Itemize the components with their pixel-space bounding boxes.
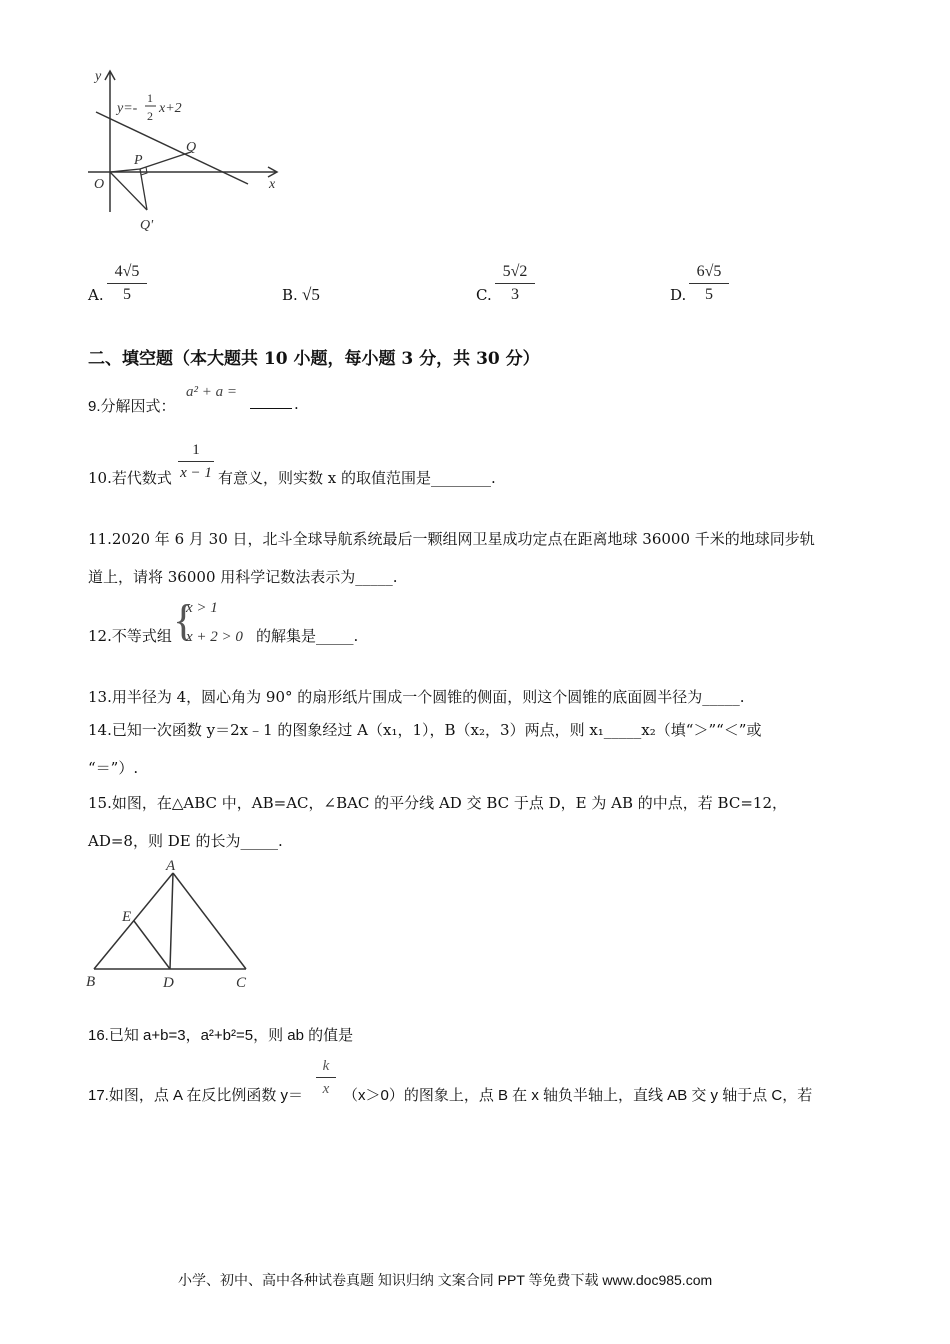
option-b-letter: B. xyxy=(282,286,298,304)
q12-suffix: 的解集是_____. xyxy=(256,627,359,645)
equation-tail: x+2 xyxy=(159,101,182,116)
option-a-denominator: 5 xyxy=(123,286,131,303)
coordinate-figure xyxy=(80,62,300,242)
option-a-numerator: 4√5 xyxy=(114,263,140,280)
q14-line2: “＝”）. xyxy=(88,759,139,777)
q15-line2: AD=8，则 DE 的长为_____. xyxy=(88,832,283,850)
option-c-numerator: 5√2 xyxy=(502,263,528,280)
q17-numerator: k xyxy=(322,1058,330,1074)
point-p-label: P xyxy=(134,153,143,168)
option-d-denominator: 5 xyxy=(705,286,713,303)
q15-line1: 15.如图，在△ABC 中，AB=AC，∠BAC 的平分线 AD 交 BC 于点 D，E 为 AB 的中点，若 BC=12， xyxy=(88,794,787,812)
q9-answer-blank[interactable] xyxy=(250,390,292,409)
point-q-label: Q xyxy=(186,140,197,155)
segment-de xyxy=(134,921,170,969)
option-a-fraction xyxy=(107,262,147,305)
option-d-numerator: 6√5 xyxy=(696,263,722,280)
triangle-figure xyxy=(80,855,270,995)
option-d-letter: D. xyxy=(670,286,687,304)
section-heading: 二、填空题（本大题共 10 小题，每小题 3 分，共 30 分） xyxy=(88,349,540,369)
equation-numerator: 1 xyxy=(147,91,153,105)
option-c-fraction xyxy=(495,262,535,305)
side-ab xyxy=(94,873,173,969)
q10-fraction xyxy=(178,440,214,483)
q11-line1: 11.2020 年 6 月 30 日，北斗全球导航系统最后一颗组网卫星成功定点在距离地球 36000 千米的地球同步轨 xyxy=(88,530,815,548)
vertex-a-label: A xyxy=(166,858,176,874)
question-16: 16.已知 a+b=3，a²+b²=5，则 ab 的值是 xyxy=(88,1027,354,1044)
point-d-label: D xyxy=(163,975,174,991)
y-axis-label: y xyxy=(95,69,102,84)
q17-fraction xyxy=(316,1056,336,1099)
vertex-b-label: B xyxy=(86,974,96,990)
x-axis-label: x xyxy=(269,177,276,192)
option-b-value: √5 xyxy=(302,285,320,304)
q12-inequality-2: x + 2 > 0 xyxy=(186,629,243,645)
origin-label: O xyxy=(94,177,105,192)
q10-prefix: 10.若代数式 xyxy=(88,469,172,487)
page-footer: 小学、初中、高中各种试卷真题 知识归纳 文案合同 PPT 等免费下载 www.doc985.com xyxy=(178,1272,713,1288)
side-ac xyxy=(173,873,246,969)
q9-prefix: 9.分解因式： xyxy=(88,398,176,415)
q17-prefix: 17.如图，点 A 在反比例函数 y＝ xyxy=(88,1087,304,1104)
option-c-letter: C. xyxy=(476,286,492,304)
q12-brace: { xyxy=(173,596,195,645)
linear-function-line xyxy=(96,112,248,184)
option-c-denominator: 3 xyxy=(511,286,519,303)
point-e-label: E xyxy=(122,909,132,925)
q9-expression: a² + a = xyxy=(186,384,237,400)
q9-suffix: . xyxy=(294,395,299,413)
point-q-prime-label: Q' xyxy=(140,218,154,233)
q10-numerator: 1 xyxy=(192,442,200,458)
q17-denominator: x xyxy=(322,1081,330,1097)
equation-label: y=- xyxy=(117,101,138,116)
q14-line1: 14.已知一次函数 y＝2x﹣1 的图象经过 A（x₁，1），B（x₂，3）两点，则 x₁_____x₂（填“＞”“＜”或 xyxy=(88,721,762,739)
segment-ad xyxy=(170,873,173,969)
q12-inequality-1: x > 1 xyxy=(186,600,218,616)
q17-suffix: （x＞0）的图象上，点 B 在 x 轴负半轴上，直线 AB 交 y 轴于点 C，若 xyxy=(343,1087,813,1104)
question-13: 13.用半径为 4，圆心角为 90° 的扇形纸片围成一个圆锥的侧面，则这个圆锥的底面圆半径为_____. xyxy=(88,688,745,706)
option-d-fraction xyxy=(689,262,729,305)
segment-pq xyxy=(140,152,191,169)
option-a-letter: A. xyxy=(88,286,104,304)
q12-prefix: 12.不等式组 xyxy=(88,627,172,645)
q10-suffix: 有意义，则实数 x 的取值范围是________. xyxy=(218,469,496,487)
equation-denominator: 2 xyxy=(147,109,153,123)
q11-line2: 道上，请将 36000 用科学记数法表示为_____. xyxy=(88,568,398,586)
q10-denominator: x − 1 xyxy=(180,465,212,481)
vertex-c-label: C xyxy=(236,975,247,991)
